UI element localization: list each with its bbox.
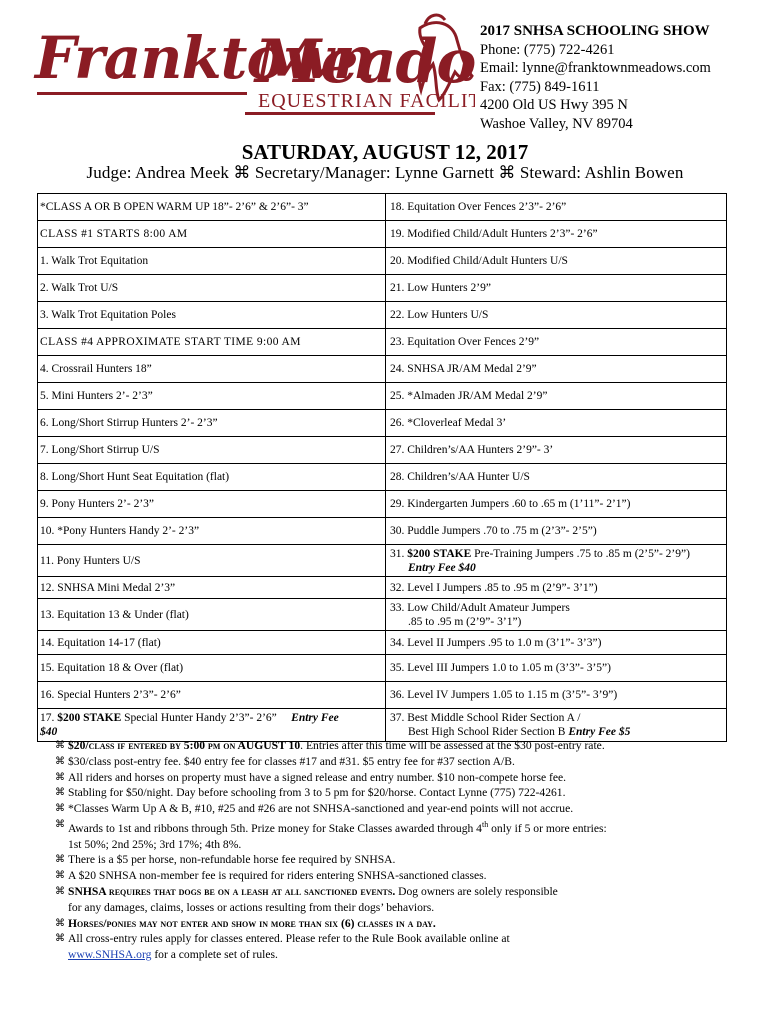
- note-text: only if 5 or more entries:: [488, 821, 607, 835]
- class-cell: 6. Long/Short Stirrup Hunters 2’- 2’3”: [38, 410, 386, 437]
- note-text: There is a $5 per horse, non-refundable horse fee required by SNHSA.: [68, 853, 396, 867]
- command-bullet-icon: ⌘: [55, 854, 65, 866]
- command-bullet-icon: ⌘: [55, 740, 65, 751]
- table-row: [38, 631, 727, 655]
- table-row: [38, 383, 727, 410]
- note-item: [55, 801, 735, 817]
- command-bullet-icon: ⌘: [55, 755, 65, 767]
- entry-fee-amount: $40: [40, 726, 58, 738]
- table-row: [38, 577, 727, 599]
- note-bold: Horses/ponies may not enter and show in more than six (6) classes in a day.: [68, 916, 436, 930]
- table-row: [38, 275, 727, 302]
- table-row: [38, 356, 727, 383]
- class-cell: 12. SNHSA Mini Medal 2’3”: [38, 577, 386, 599]
- class-cell: 13. Equitation 13 & Under (flat): [38, 599, 386, 631]
- note-text: All cross-entry rules apply for classes entered. Please refer to the Rule Book available online at: [68, 932, 510, 946]
- note-text: *Classes Warm Up A & B, #10, #25 and #26 are not SNHSA-sanctioned and year-end points will not accrue.: [68, 802, 574, 816]
- class-cell: 15. Equitation 18 & Over (flat): [38, 655, 386, 682]
- notes-list: [55, 738, 735, 963]
- note-text-cont: for any damages, claims, losses or actions resulting from their dogs’ behaviors.: [68, 900, 435, 914]
- class-cell: 20. Modified Child/Adult Hunters U/S: [386, 248, 727, 275]
- class-cell-stake: [386, 545, 727, 577]
- note-text-cont: [68, 947, 735, 963]
- table-row: [38, 410, 727, 437]
- command-bullet-icon: ⌘: [55, 917, 65, 929]
- class-text: Special Hunter Handy 2’3”- 2’6”: [124, 712, 277, 724]
- class-section-header: CLASS #4 APPROXIMATE START TIME 9:00 AM: [38, 329, 386, 356]
- class-number: 31.: [390, 547, 405, 560]
- class-cell: 8. Long/Short Hunt Seat Equitation (flat): [38, 464, 386, 491]
- class-section-header: CLASS #1 STARTS 8:00 AM: [38, 221, 386, 248]
- table-row: [38, 248, 727, 275]
- stake-label: $200 STAKE: [57, 712, 122, 724]
- table-row: [38, 464, 727, 491]
- note-item: [55, 785, 735, 801]
- table-row: [38, 682, 727, 709]
- svg-text:Meadows: Meado: [255, 27, 475, 97]
- table-row: [38, 437, 727, 464]
- note-superscript: th: [481, 819, 489, 829]
- note-text: A $20 SNHSA non-member fee is required for riders entering SNHSA-sanctioned classes.: [68, 869, 487, 883]
- show-title: 2017 SNHSA SCHOOLING SHOW: [480, 23, 710, 39]
- class-cell: 30. Puddle Jumpers .70 to .75 m (2’3”- 2’5”): [386, 518, 727, 545]
- note-item: [55, 817, 735, 852]
- class-cell: 9. Pony Hunters 2’- 2’3”: [38, 491, 386, 518]
- class-cell: 22. Low Hunters U/S: [386, 302, 727, 329]
- table-row: [38, 194, 727, 221]
- entry-fee: Entry Fee $5: [568, 726, 631, 738]
- class-cell: 28. Children’s/AA Hunter U/S: [386, 464, 727, 491]
- phone: Phone: (775) 722-4261: [480, 41, 615, 58]
- note-text: for a complete set of rules.: [151, 948, 278, 962]
- class-cell: 4. Crossrail Hunters 18”: [38, 356, 386, 383]
- class-cell: 19. Modified Child/Adult Hunters 2’3”- 2’6”: [386, 221, 727, 248]
- stake-label: $200 STAKE: [407, 547, 472, 560]
- table-row: [38, 221, 727, 248]
- table-row: [38, 518, 727, 545]
- snhsa-website-link[interactable]: www.SNHSA.org: [68, 948, 152, 962]
- class-cell: 29. Kindergarten Jumpers .60 to .65 m (1’11”- 2’1”): [386, 491, 727, 518]
- franktown-meadows-logo: [25, 10, 475, 135]
- class-cell: 5. Mini Hunters 2’- 2’3”: [38, 383, 386, 410]
- class-cell: 32. Level I Jumpers .85 to .95 m (2’9”- 3’1”): [386, 577, 727, 599]
- note-text: Dog owners are solely responsible: [395, 885, 558, 899]
- city: Washoe Valley, NV 89704: [480, 115, 633, 132]
- class-cell-stake: [38, 709, 386, 742]
- class-cell: 36. Level IV Jumpers 1.05 to 1.15 m (3’5”- 3’9”): [386, 682, 727, 709]
- class-text: 33. Low Child/Adult Amateur Jumpers: [390, 601, 570, 614]
- command-bullet-icon: ⌘: [55, 803, 65, 815]
- class-cell: 2. Walk Trot U/S: [38, 275, 386, 302]
- note-item: [55, 884, 735, 916]
- class-cell: 14. Equitation 14-17 (flat): [38, 631, 386, 655]
- note-item: [55, 931, 735, 963]
- note-item: [55, 738, 735, 754]
- command-bullet-icon: ⌘: [55, 933, 65, 945]
- email: Email: lynne@franktownmeadows.com: [480, 60, 711, 76]
- class-schedule-table: [37, 193, 727, 742]
- note-item: [55, 868, 735, 884]
- class-text: Pre-Training Jumpers .75 to .85 m (2’5”- 2’9”): [474, 547, 690, 560]
- class-cell: 24. SNHSA JR/AM Medal 2’9”: [386, 356, 727, 383]
- officials-line: Judge: Andrea Meek ⌘ Secretary/Manager: Lynne Garnett ⌘ Steward: Ashlin Bowen: [86, 163, 684, 182]
- class-text-b: Best High School Rider Section B: [408, 726, 566, 738]
- table-row: [38, 491, 727, 518]
- class-cell: 21. Low Hunters 2’9”: [386, 275, 727, 302]
- class-cell: 35. Level III Jumpers 1.0 to 1.05 m (3’3”- 3’5”): [386, 655, 727, 682]
- class-cell: 23. Equitation Over Fences 2’9”: [386, 329, 727, 356]
- table-row: [38, 709, 727, 742]
- note-item: [55, 754, 735, 770]
- class-cell: 3. Walk Trot Equitation Poles: [38, 302, 386, 329]
- note-text: Stabling for $50/night. Day before schooling from 3 to 5 pm for $20/horse. Contact Lynne (775) 722-4261.: [68, 786, 566, 800]
- entry-fee-label: Entry Fee: [291, 712, 339, 724]
- class-cell: *CLASS A OR B OPEN WARM UP 18”- 2’6” & 2’6”- 3”: [38, 194, 386, 221]
- note-bold: SNHSA requires that dogs be on a leash at all sanctioned events.: [68, 885, 396, 899]
- class-cell: 27. Children’s/AA Hunters 2’9”- 3’: [386, 437, 727, 464]
- command-bullet-icon: ⌘: [55, 787, 65, 799]
- contact-block: [480, 22, 711, 133]
- note-item: [55, 770, 735, 786]
- svg-text:Franktown: Franktown: [35, 24, 375, 92]
- table-row: [38, 545, 727, 577]
- table-row: [38, 302, 727, 329]
- command-bullet-icon: ⌘: [55, 886, 65, 898]
- class-cell: 18. Equitation Over Fences 2’3”- 2’6”: [386, 194, 727, 221]
- date-heading: SATURDAY, AUGUST 12, 2017: [241, 140, 529, 164]
- class-cell: 1. Walk Trot Equitation: [38, 248, 386, 275]
- class-cell: [386, 709, 727, 742]
- entry-fee: Entry Fee $40: [408, 561, 476, 574]
- class-cell: 25. *Almaden JR/AM Medal 2’9”: [386, 383, 727, 410]
- class-text: 37. Best Middle School Rider Section A /: [390, 712, 581, 724]
- command-bullet-icon: ⌘: [55, 771, 65, 783]
- note-text: All riders and horses on property must have a signed release and entry number. $10 non-compete horse fee.: [68, 770, 567, 784]
- class-cell: 7. Long/Short Stirrup U/S: [38, 437, 386, 464]
- svg-text:EQUESTRIAN FACILITY: EQUESTRIAN FACILITY: [258, 90, 475, 112]
- fax: Fax: (775) 849-1611: [480, 78, 600, 95]
- class-text-cont: [390, 725, 724, 739]
- class-number: 17.: [40, 712, 55, 724]
- note-text-cont: 1st 50%; 2nd 25%; 3rd 17%; 4th 8%.: [68, 837, 242, 851]
- class-cell: 26. *Cloverleaf Medal 3’: [386, 410, 727, 437]
- address: 4200 Old US Hwy 395 N: [480, 97, 628, 113]
- note-text: . Entries after this time will be assessed at the $30 post-entry rate.: [300, 739, 605, 752]
- note-bold: $20/class if entered by 5:00 pm on AUGUST 10: [68, 739, 301, 752]
- class-cell: 34. Level II Jumpers .95 to 1.0 m (3’1”- 3’3”): [386, 631, 727, 655]
- table-row: [38, 599, 727, 631]
- note-item: [55, 852, 735, 868]
- note-item: [55, 916, 735, 932]
- class-cell: [386, 599, 727, 631]
- command-bullet-icon: ⌘: [55, 870, 65, 882]
- note-text: $30/class post-entry fee. $40 entry fee for classes #17 and #31. $5 entry fee for #37 section A/B.: [68, 754, 515, 768]
- note-text: Awards to 1st and ribbons through 5th. Prize money for Stake Classes awarded through 4: [68, 821, 482, 835]
- command-bullet-icon: ⌘: [55, 818, 65, 830]
- class-cell: 10. *Pony Hunters Handy 2’- 2’3”: [38, 518, 386, 545]
- class-cell: 16. Special Hunters 2’3”- 2’6”: [38, 682, 386, 709]
- table-row: [38, 655, 727, 682]
- class-text-cont: .85 to .95 m (2’9”- 3’1”): [408, 615, 522, 628]
- class-cell: 11. Pony Hunters U/S: [38, 545, 386, 577]
- table-row: [38, 329, 727, 356]
